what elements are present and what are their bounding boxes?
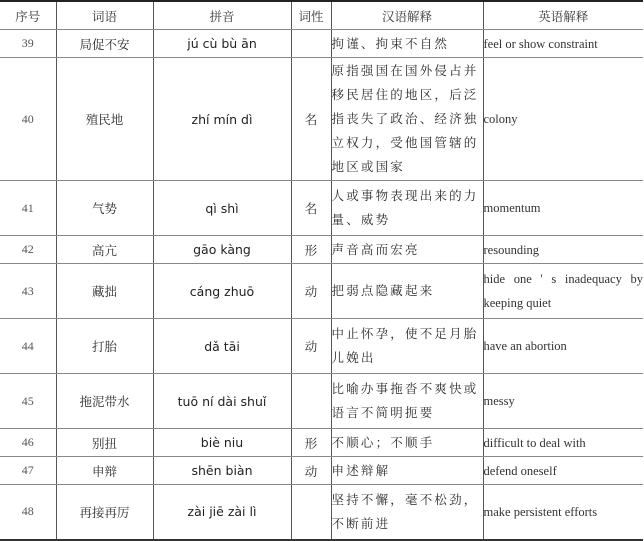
row-number: 43: [0, 264, 56, 319]
header-number: 序号: [0, 1, 56, 30]
row-part-of-speech: [291, 485, 331, 540]
row-pinyin: shēn biàn: [153, 457, 291, 485]
header-chinese-definition: 汉语解释: [331, 1, 483, 30]
row-pinyin: zài jiē zài lì: [153, 485, 291, 540]
header-english-definition: 英语解释: [483, 1, 643, 30]
row-number: 48: [0, 485, 56, 540]
row-pinyin: jú cù bù ān: [153, 30, 291, 58]
row-part-of-speech: 名: [291, 58, 331, 181]
row-english-definition: difficult to deal with: [483, 429, 643, 457]
row-pinyin: gāo kàng: [153, 236, 291, 264]
row-chinese-definition: 不顺心；不顺手: [331, 429, 483, 457]
row-word: 藏拙: [56, 264, 153, 319]
header-part-of-speech: 词性: [291, 1, 331, 30]
row-part-of-speech: [291, 30, 331, 58]
row-pinyin: tuō ní dài shuǐ: [153, 374, 291, 429]
row-part-of-speech: 动: [291, 457, 331, 485]
row-pinyin: qì shì: [153, 181, 291, 236]
row-number: 44: [0, 319, 56, 374]
row-chinese-definition: 把弱点隐藏起来: [331, 264, 483, 319]
row-word: 申辩: [56, 457, 153, 485]
row-chinese-definition: 拘谨、拘束不自然: [331, 30, 483, 58]
row-number: 39: [0, 30, 56, 58]
row-chinese-definition: 申述辩解: [331, 457, 483, 485]
row-number: 47: [0, 457, 56, 485]
table-row: [0, 485, 643, 540]
row-english-definition: defend oneself: [483, 457, 643, 485]
row-part-of-speech: 名: [291, 181, 331, 236]
row-english-definition: feel or show constraint: [483, 30, 643, 58]
header-word: 词语: [56, 1, 153, 30]
row-part-of-speech: 动: [291, 264, 331, 319]
row-word: 局促不安: [56, 30, 153, 58]
row-chinese-definition: 中止怀孕，使不足月胎儿娩出: [331, 319, 483, 374]
row-word: 殖民地: [56, 58, 153, 181]
table-row: [0, 319, 643, 374]
table-row: [0, 30, 643, 58]
row-word: 高亢: [56, 236, 153, 264]
row-pinyin: cáng zhuō: [153, 264, 291, 319]
row-pinyin: dǎ tāi: [153, 319, 291, 374]
row-pinyin: biè niu: [153, 429, 291, 457]
row-number: 40: [0, 58, 56, 181]
row-english-definition: make persistent efforts: [483, 485, 643, 540]
table-row: [0, 236, 643, 264]
table-row: [0, 457, 643, 485]
row-pinyin: zhí mín dì: [153, 58, 291, 181]
row-english-definition: hide one ' s inadequacy by keeping quiet: [483, 264, 643, 319]
row-part-of-speech: [291, 374, 331, 429]
row-english-definition: messy: [483, 374, 643, 429]
row-english-definition: have an abortion: [483, 319, 643, 374]
row-word: 再接再厉: [56, 485, 153, 540]
row-chinese-definition: 原指强国在国外侵占并移民居住的地区，后泛指丧失了政治、经济独立权力，受他国管辖的地区或国家: [331, 58, 483, 181]
row-number: 46: [0, 429, 56, 457]
table-row: [0, 429, 643, 457]
header-row: [0, 1, 643, 30]
table-body: [0, 30, 643, 540]
row-english-definition: colony: [483, 58, 643, 181]
row-number: 41: [0, 181, 56, 236]
table-header: [0, 1, 643, 30]
row-part-of-speech: 形: [291, 236, 331, 264]
row-number: 45: [0, 374, 56, 429]
row-word: 打胎: [56, 319, 153, 374]
table-row: [0, 181, 643, 236]
header-pinyin: 拼音: [153, 1, 291, 30]
row-part-of-speech: 形: [291, 429, 331, 457]
row-english-definition: resounding: [483, 236, 643, 264]
row-chinese-definition: 比喻办事拖沓不爽快或语言不简明扼要: [331, 374, 483, 429]
row-number: 42: [0, 236, 56, 264]
row-chinese-definition: 坚持不懈，毫不松劲，不断前进: [331, 485, 483, 540]
table-row: [0, 58, 643, 181]
row-part-of-speech: 动: [291, 319, 331, 374]
row-word: 气势: [56, 181, 153, 236]
row-word: 别扭: [56, 429, 153, 457]
row-english-definition: momentum: [483, 181, 643, 236]
row-word: 拖泥带水: [56, 374, 153, 429]
table-row: [0, 374, 643, 429]
table-row: [0, 264, 643, 319]
row-chinese-definition: 人或事物表现出来的力量、威势: [331, 181, 483, 236]
row-chinese-definition: 声音高而宏亮: [331, 236, 483, 264]
